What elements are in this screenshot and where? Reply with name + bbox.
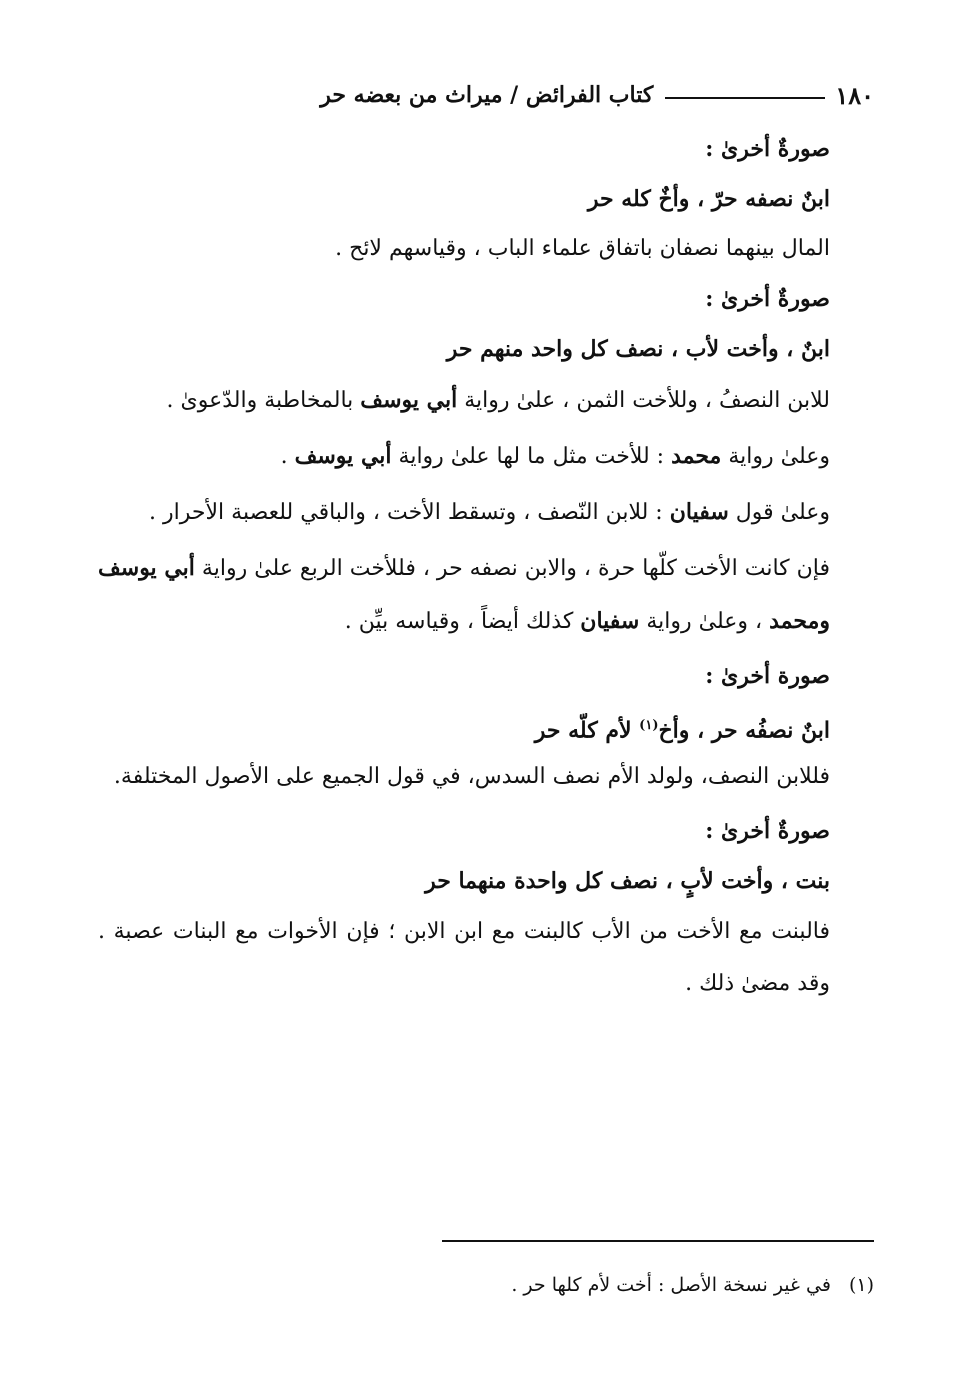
name-abu-yusuf: أبي يوسف <box>294 443 392 469</box>
name-abu-yusuf-muhammad: أبي يوسف ومحمد <box>97 555 830 634</box>
name-abu-yusuf: أبي يوسف <box>360 387 458 413</box>
page-number: ١٨٠ <box>835 80 874 110</box>
paragraph: للابن النصفُ ، وللأخت الثمن ، علىٰ رواية أبي يوسف بالمخاطبة والدّعوىٰ . <box>166 387 830 413</box>
footnote-mark: (١) <box>848 1274 874 1296</box>
section-heading: صورةٌ أخرىٰ : <box>705 136 830 162</box>
page-header <box>98 78 874 112</box>
paragraph: فإن كانت الأخت كلّها حرة ، والابن نصفه حر ، فللأخت الربع علىٰ رواية أبي يوسف ومحمد ، وعلىٰ رواية سفيان كذلك أيضاً ، وقياسه بيِّن . <box>97 555 830 634</box>
running-title: كتاب الفرائض / ميراث من بعضه حر <box>320 82 654 108</box>
paragraph: المال بينهما نصفان باتفاق علماء الباب ، وقياسهم لائح . <box>335 236 830 261</box>
main-text <box>98 124 874 1013</box>
name-sufyan: سفيان <box>669 499 729 525</box>
case-statement: بنت ، وأخت لأبٍ ، نصف كل واحدة منهما حر <box>425 868 830 894</box>
case-statement: ابنٌ نصفه حرّ ، وأخٌ كله حر <box>587 186 830 212</box>
name-muhammad: محمد <box>671 443 722 469</box>
section-heading: صورةٌ أخرىٰ : <box>705 286 830 312</box>
case-statement: ابنٌ نصفُه حر ، وأخ$^{(١)}$ لأم كلّه حر <box>534 717 830 744</box>
paragraph: فللابن النصف، ولولد الأم نصف السدس، في قول الجميع على الأصول المختلفة. <box>113 764 830 789</box>
paragraph: فالبنت مع الأخت من الأب كالبنت مع ابن الابن ؛ فإن الأخوات مع البنات عصبة . وقد مضىٰ ذلك . <box>98 919 830 996</box>
paragraph: وعلىٰ قول سفيان : للابن النّصف ، وتسقط الأخت ، والباقي للعصبة الأحرار . <box>149 499 830 525</box>
paragraph: وعلىٰ رواية محمد : للأخت مثل ما لها علىٰ رواية أبي يوسف . <box>280 443 830 469</box>
footnote-rule <box>442 1240 874 1242</box>
footnote <box>98 1270 874 1300</box>
section-heading: صورةٌ أخرىٰ : <box>705 818 830 844</box>
name-sufyan: سفيان <box>580 608 640 634</box>
header-rule <box>665 97 825 99</box>
footnote-text: في غير نسخة الأصل : أخت لأم كلها حر . <box>511 1274 831 1296</box>
case-statement: ابنٌ ، وأخت لأب ، نصف كل واحد منهم حر <box>446 336 830 362</box>
section-heading: صورة أخرىٰ : <box>705 663 830 689</box>
footnote-reference: (١) <box>639 718 659 733</box>
